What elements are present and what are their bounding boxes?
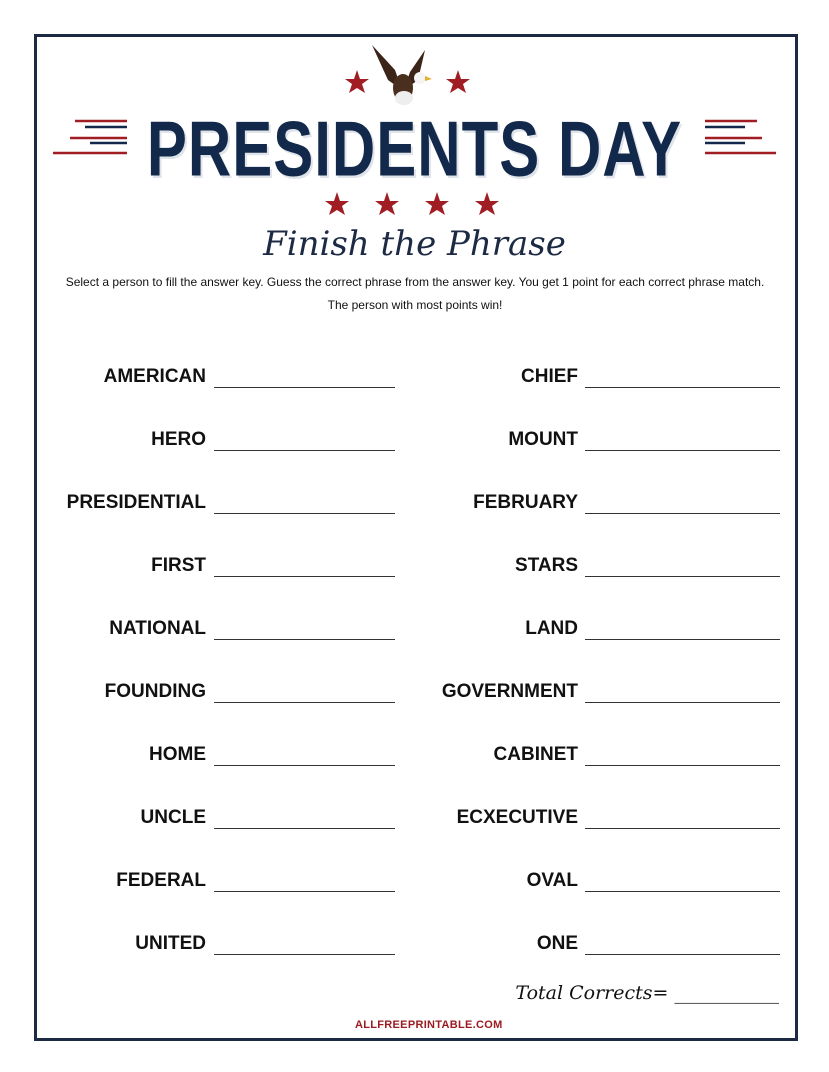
phrase-item bbox=[40, 673, 578, 703]
answer-line[interactable] bbox=[585, 513, 780, 514]
phrase-word: PRESIDENTIAL bbox=[66, 492, 206, 513]
phrase-item bbox=[40, 484, 578, 514]
total-corrects: Total Corrects= ___________ bbox=[515, 982, 779, 1004]
phrase-word: MOUNT bbox=[508, 429, 578, 450]
phrase-word: ONE bbox=[536, 933, 578, 954]
star-icon bbox=[425, 192, 449, 215]
star-icon bbox=[446, 70, 470, 93]
phrase-item bbox=[40, 862, 578, 892]
phrase-item bbox=[40, 925, 578, 955]
answer-line[interactable] bbox=[585, 450, 780, 451]
answer-line[interactable] bbox=[585, 891, 780, 892]
instructions-2: The person with most points win! bbox=[327, 298, 503, 312]
subtitle: Finish the Phrase bbox=[263, 224, 566, 264]
phrase-item bbox=[40, 547, 578, 577]
phrase-word: FIRST bbox=[151, 555, 206, 576]
phrase-word: FOUNDING bbox=[104, 681, 206, 702]
answer-line[interactable] bbox=[585, 576, 780, 577]
star-icon bbox=[345, 70, 369, 93]
phrase-word: ECXECUTIVE bbox=[456, 807, 578, 828]
phrase-word: UNCLE bbox=[140, 807, 206, 828]
answer-line[interactable] bbox=[585, 828, 780, 829]
phrase-word: CABINET bbox=[493, 744, 578, 765]
page-title: PRESIDENTS DAY bbox=[146, 105, 683, 193]
answer-line[interactable] bbox=[585, 765, 780, 766]
phrase-word: FEBRUARY bbox=[473, 492, 578, 513]
phrase-word: AMERICAN bbox=[103, 366, 206, 387]
star-icon bbox=[475, 192, 499, 215]
phrase-word: CHIEF bbox=[521, 366, 578, 387]
instructions: Select a person to fill the answer key. Guess the correct phrase from the answer key. You get 1 point for each correct phrase match. bbox=[65, 275, 765, 289]
phrase-item bbox=[40, 358, 578, 388]
phrase-word: NATIONAL bbox=[109, 618, 206, 639]
answer-line[interactable] bbox=[585, 954, 780, 955]
eagle-icon bbox=[372, 45, 432, 105]
phrase-word: LAND bbox=[525, 618, 578, 639]
star-icon bbox=[375, 192, 399, 215]
answer-line[interactable] bbox=[585, 387, 780, 388]
answer-line[interactable] bbox=[585, 639, 780, 640]
phrase-item bbox=[40, 610, 578, 640]
phrase-word: UNITED bbox=[135, 933, 206, 954]
phrase-word: OVAL bbox=[526, 870, 578, 891]
answer-line[interactable] bbox=[585, 702, 780, 703]
phrase-item bbox=[40, 736, 578, 766]
phrase-word: HOME bbox=[149, 744, 206, 765]
site-logo: ALLFREEPRINTABLE.COM bbox=[355, 1019, 503, 1031]
phrase-item bbox=[40, 799, 578, 829]
phrase-word: FEDERAL bbox=[116, 870, 206, 891]
phrase-word: HERO bbox=[151, 429, 206, 450]
phrase-word: GOVERNMENT bbox=[441, 681, 578, 702]
phrase-word: STARS bbox=[515, 555, 578, 576]
phrase-item bbox=[40, 421, 578, 451]
star-icon bbox=[325, 192, 349, 215]
